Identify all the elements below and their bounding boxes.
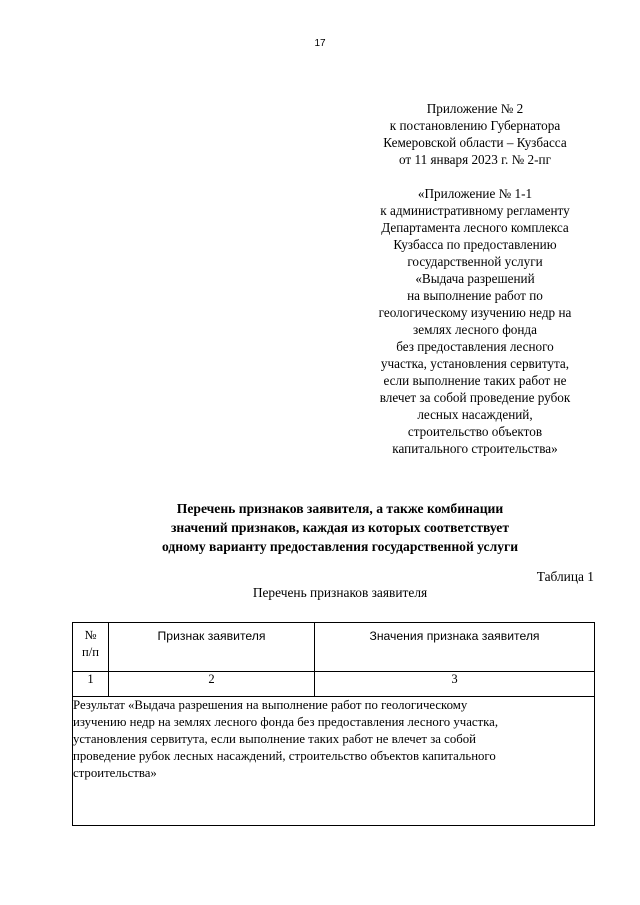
appendix-line: Приложение № 2 (426, 101, 524, 116)
table-header-row (73, 623, 595, 672)
regulation-line: строительство объектов (407, 424, 543, 439)
regulation-line: если выполнение таких работ не (383, 373, 567, 388)
regulation-line: влечет за собой проведение рубок (379, 390, 571, 405)
appendix-line: к постановлению Губернатора (389, 118, 561, 133)
result-line: проведение рубок лесных насаждений, строительство объектов капитального (73, 749, 496, 763)
heading-line: Перечень признаков заявителя, а также комбинации (176, 501, 504, 516)
regulation-line: геологическому изучению недр на (378, 305, 572, 320)
heading-line: значений признаков, каждая из которых соответствует (170, 520, 510, 535)
regulation-line: Департамента лесного комплекса (381, 220, 569, 235)
result-cell (73, 697, 595, 826)
document-heading (60, 499, 620, 556)
regulation-line: «Приложение № 1-1 (417, 186, 533, 201)
number-cell: 3 (315, 672, 595, 697)
appendix-line: Кемеровской области – Кузбасса (383, 135, 567, 150)
regulation-line: Кузбасса по предоставлению (393, 237, 557, 252)
table-caption: Перечень признаков заявителя (252, 585, 428, 600)
header-number-line: п/п (82, 645, 99, 659)
appendix-line: от 11 января 2023 г. № 2-пг (399, 152, 551, 167)
header-number-line: № (84, 628, 97, 642)
regulation-line: государственной услуги (407, 254, 543, 269)
regulation-line: участка, установления сервитута, (380, 356, 570, 371)
regulation-line: к административному регламенту (380, 203, 570, 218)
header-attribute-cell: Признак заявителя (109, 623, 315, 672)
attributes-table (72, 622, 595, 826)
number-cell: 2 (109, 672, 315, 697)
number-cell: 1 (73, 672, 109, 697)
regulation-line: землях лесного фонда (413, 322, 537, 337)
regulation-line: на выполнение работ по (407, 288, 543, 303)
page-number: 17 (314, 38, 326, 49)
header-number-cell (73, 623, 109, 672)
result-line: Результат «Выдача разрешения на выполнение работ по геологическому (73, 698, 468, 712)
regulation-line: лесных насаждений, (417, 407, 533, 422)
table-numbers-row (73, 672, 595, 697)
header-values-cell: Значения признака заявителя (315, 623, 595, 672)
regulation-line: капитального строительства» (392, 441, 558, 456)
result-line: строительства» (73, 766, 157, 780)
table-result-row (73, 697, 595, 826)
result-line: установления сервитута, если выполнение таких работ не влечет за собой (73, 732, 476, 746)
heading-line: одному варианту предоставления государственной услуги (161, 539, 519, 554)
appendix-block (355, 100, 595, 457)
regulation-line: без предоставления лесного (396, 339, 554, 354)
table-label: Таблица 1 (536, 569, 594, 584)
result-line: изучению недр на землях лесного фонда без предоставления лесного участка, (73, 715, 499, 729)
regulation-line: «Выдача разрешений (415, 271, 535, 286)
